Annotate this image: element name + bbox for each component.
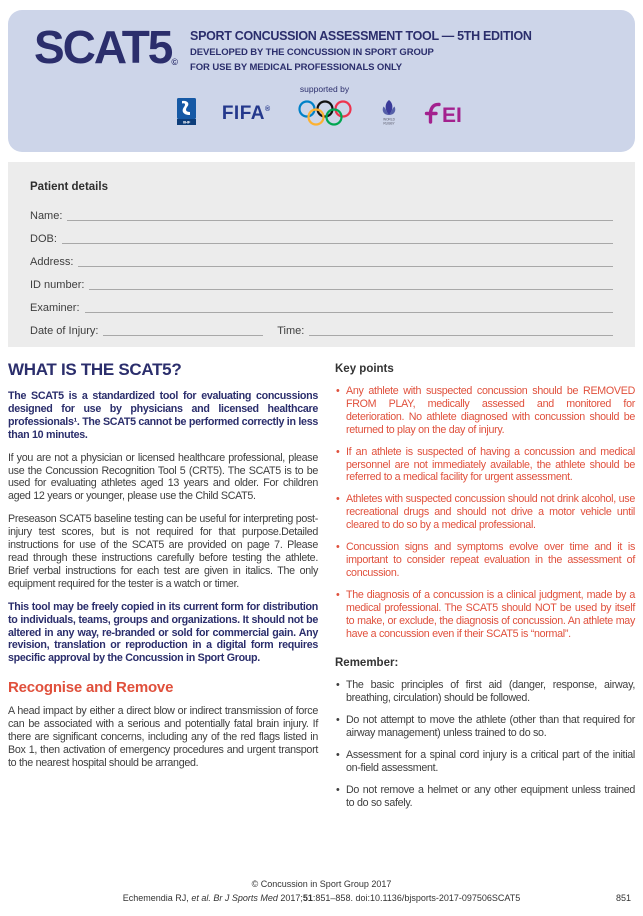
page-number: 851 — [615, 893, 631, 903]
citation-volume: 51 — [302, 893, 313, 903]
key-point-item: • If an athlete is suspected of having a concussion and medical personnel are not immediately available, the athlete should be referred to a medical facility for urgent assessment. — [335, 446, 635, 485]
key-point-item: • Athletes with suspected concussion should not drink alcohol, use recreational drugs and should not drive a motor vehicle until cleared to do so by a medical professional. — [335, 493, 635, 532]
dob-fill-line — [62, 243, 613, 244]
copyright-symbol: © — [171, 57, 179, 67]
title-block — [190, 24, 532, 73]
fei-logo-icon — [424, 101, 472, 125]
name-fill-line — [67, 220, 613, 221]
footer-citation — [0, 893, 643, 903]
what-is-paragraph-2: If you are not a physician or licensed healthcare professional, please use the Concussion Recognition Tool 5 (CRT5). The SCAT5 is to be used for evaluating athletes aged 13 years and older. For children aged 12 years or younger, please use the Child SCAT5. — [8, 451, 318, 503]
field-row-date-time — [30, 315, 613, 338]
svg-text:WORLD: WORLD — [383, 117, 396, 121]
remember-item: • Assessment for a spinal cord injury is a critical part of the initial on-field assessment. — [335, 749, 635, 775]
date-of-injury-group — [30, 325, 263, 338]
citation-pages-doi: :851–858. doi:10.1136/bjsports-2017-097506SCAT5 — [312, 893, 521, 903]
patient-details-title: Patient details — [30, 181, 108, 193]
field-row-name — [30, 200, 613, 223]
svg-text:RUGBY: RUGBY — [383, 121, 395, 125]
dob-label: DOB: — [30, 233, 57, 245]
field-row-dob — [30, 223, 613, 246]
remember-heading: Remember: — [335, 657, 399, 670]
iihf-logo-icon — [177, 98, 196, 128]
time-fill-line — [309, 335, 613, 336]
key-points-list — [335, 385, 635, 640]
citation-journal: et al. Br J Sports Med — [191, 893, 278, 903]
remember-item: • The basic principles of first aid (danger, response, airway, breathing, circulation) should be followed. — [335, 679, 635, 705]
examiner-fill-line — [85, 312, 613, 313]
what-is-paragraph-4: This tool may be freely copied in its current form for distribution to individuals, teams, groups and organizations. It should not be altered in any way, re-branded or sold for commercial gain. Any revision, translation or reproduction in a digital form requires specific approval by the Concussion in Sport Group. — [8, 600, 318, 665]
supported-by-label: supported by — [299, 84, 350, 94]
date-of-injury-fill-line — [103, 335, 263, 336]
what-is-paragraph-3: Preseason SCAT5 baseline testing can be useful for interpreting post-injury test scores, but is not required for that purpose.Detailed instructions for use of the SCAT5 are provided on page 7. Please read through these instructions carefully before testing the athlete. Brief verbal instructions for each test are given in italics. The only equipment required for the tester is a watch or timer. — [8, 513, 318, 590]
field-row-address — [30, 246, 613, 269]
field-row-examiner — [30, 292, 613, 315]
remember-item: • Do not remove a helmet or any other equipment unless trained to do so safely. — [335, 784, 635, 810]
what-is-heading: WHAT IS THE SCAT5? — [8, 360, 182, 379]
fifa-wordmark: FIFA — [221, 102, 265, 124]
time-label: Time: — [277, 325, 305, 337]
olympic-rings-icon — [296, 99, 354, 128]
key-point-item: • Concussion signs and symptoms evolve over time and it is important to consider repeat evaluation in the assessment of concussion. — [335, 541, 635, 580]
document-subtitle-2: FOR USE BY MEDICAL PROFESSIONALS ONLY — [190, 62, 403, 73]
right-column — [335, 360, 635, 819]
address-label: Address: — [30, 256, 74, 268]
id-number-fill-line — [89, 289, 613, 290]
date-of-injury-label: Date of Injury: — [30, 325, 99, 337]
id-number-label: ID number: — [30, 279, 85, 291]
key-points-heading: Key points — [335, 363, 394, 375]
what-is-paragraph-1: The SCAT5 is a standardized tool for evaluating concussions designed for use by physicians and licensed healthcare professionals¹. The SCAT5 cannot be performed correctly in less than 10 minutes. — [8, 390, 318, 441]
svg-text:EI: EI — [442, 104, 463, 125]
citation-year: 2017; — [277, 893, 303, 903]
svg-text:IIHF: IIHF — [182, 119, 191, 125]
field-row-id-number — [30, 269, 613, 292]
page-footer — [0, 879, 643, 903]
recognise-remove-paragraph: A head impact by either a direct blow or indirect transmission of force can be associated with a serious and potentially fatal brain injury. If there are significant concerns, including any of the red flags listed in Box 1, then activation of emergency procedures and urgent transport to the nearest hospital should be arranged. — [8, 705, 318, 769]
patient-details-panel — [8, 162, 635, 347]
header-banner — [8, 10, 635, 152]
document-title: SPORT CONCUSSION ASSESSMENT TOOL — 5TH EDITION — [190, 29, 532, 43]
address-fill-line — [78, 266, 613, 267]
key-point-item: • The diagnosis of a concussion is a clinical judgment, made by a medical professional. The SCAT5 should NOT be used by itself to make, or exclude, the diagnosis of concussion. An athlete may have a concussion even if their SCAT5 is “normal”. — [335, 589, 635, 641]
registered-mark: ® — [265, 105, 271, 113]
body-columns — [8, 360, 635, 819]
fifa-logo — [222, 104, 270, 123]
header-top — [34, 21, 615, 73]
left-column — [8, 360, 318, 819]
document-subtitle-1: DEVELOPED BY THE CONCUSSION IN SPORT GROUP — [190, 47, 434, 58]
remember-item: • Do not attempt to move the athlete (other than that required for airway management) unless trained to do so. — [335, 714, 635, 740]
time-group — [277, 325, 613, 338]
citation-authors: Echemendia RJ, — [122, 893, 192, 903]
world-rugby-logo-icon — [380, 99, 398, 128]
scat5-logo-text: SCAT5 — [34, 21, 172, 73]
scat5-logo — [34, 21, 179, 73]
key-point-item: • Any athlete with suspected concussion should be REMOVED FROM PLAY, medically assessed and monitored for deterioration. No athlete diagnosed with concussion should be returned to play on the day of injury. — [335, 385, 635, 437]
sponsor-logo-row — [34, 98, 615, 128]
name-label: Name: — [30, 210, 63, 222]
footer-copyright: © Concussion in Sport Group 2017 — [251, 879, 392, 889]
remember-list — [335, 679, 635, 809]
examiner-label: Examiner: — [30, 302, 80, 314]
recognise-remove-heading: Recognise and Remove — [8, 679, 174, 697]
